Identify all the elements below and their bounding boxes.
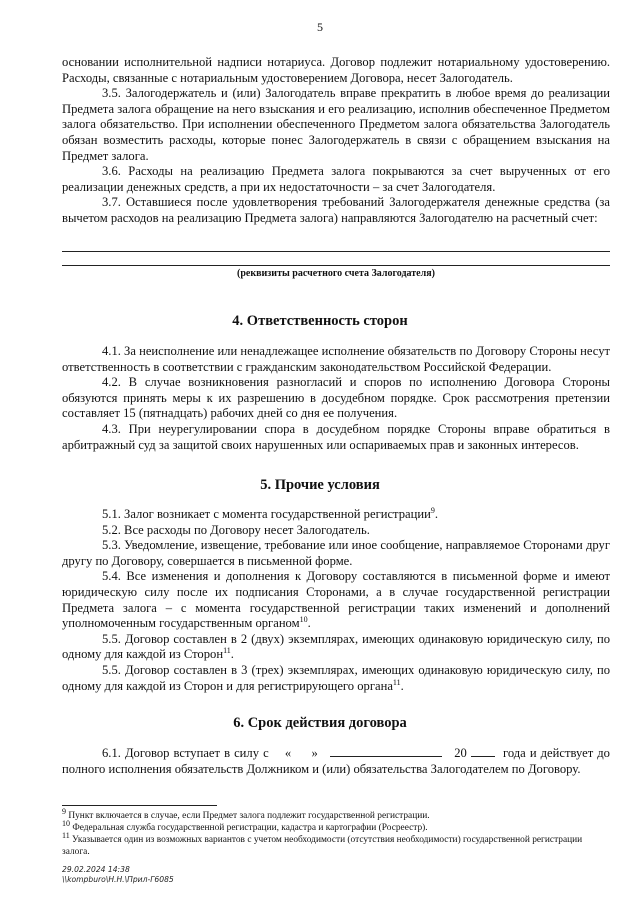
paragraph-5-5-variant-b: 5.5. Договор составлен в 3 (трех) экземплярах, имеющих одинаковую юридическую силу, по одному для каждой из Сторон и для регистрирующего органа$^{11}$. xyxy=(62,662,610,693)
print-stamp xyxy=(62,865,174,885)
section6-title: 6. Срок действия договора xyxy=(233,715,407,731)
footnote-ref-11a: 11 xyxy=(223,646,231,656)
footnote-10: $^{10}$ Федеральная служба государственной регистрации, кадастра и картографии (Росреестр). xyxy=(62,818,428,833)
section3-continuation xyxy=(62,55,610,227)
month-blank[interactable] xyxy=(330,746,442,757)
footnotes xyxy=(62,806,610,858)
paragraph-3-7: 3.7. Оставшиеся после удовлетворения требований Залогодержателя денежные средства (за вычетом расходов на реализацию Предмета залога) направляются Залогодателю на расчетный счет: xyxy=(62,195,610,225)
paragraph-5-5-variant-a: 5.5. Договор составлен в 2 (двух) экземплярах, имеющих одинаковую юридическую силу, по одному для каждой из Сторон$^{11}$. xyxy=(62,631,610,662)
year-blank[interactable] xyxy=(471,746,495,757)
print-timestamp: 29.02.2024 14:38 xyxy=(62,865,130,874)
footnote-ref-11b: 11 xyxy=(392,677,401,687)
paragraph-4-2: 4.2. В случае возникновения разногласий и споров по исполнению Договора Стороны обязуются принять меры к их разрешению в досудебном порядке. Срок рассмотрения претензии составляет 15 (пятнадцать) рабочих дней со дня ее получения. xyxy=(62,375,610,421)
paragraph-5-3: 5.3. Уведомление, извещение, требование или иное сообщение, направляемое Сторонами друг другу по Договору, совершается в письменной форме. xyxy=(62,538,610,568)
section5-title: 5. Прочие условия xyxy=(260,477,380,493)
section4-body xyxy=(62,344,610,453)
footnote-separator xyxy=(62,805,217,806)
paragraph-4-3: 4.3. При неурегулировании спора в досудебном порядке Стороны вправе обратиться в арбитражный суд за защитой своих нарушенных или оспариваемых прав и законных интересов. xyxy=(62,421,610,452)
file-path: \\kompburo\Н.Н.\Прил-Г6085 xyxy=(62,875,174,884)
footnote-9: $^9$ Пункт включается в случае, если Предмет залога подлежит государственной регистрации. xyxy=(62,806,430,821)
section4-title: 4. Ответственность сторон xyxy=(232,313,408,329)
account-line-1 xyxy=(62,251,610,252)
paragraph-3-5: 3.5. Залогодержатель и (или) Залогодатель вправе прекратить в любое время до реализации Предмета залога обращение на него взыскания и его реализацию, исполнив обеспеченное Предметом залога обязательство. При исполнении обеспеченного Предметом залога обязательства Залогодатель обязан возместить расходы, которые понес Залогодержатель в связи с обращением взыскания на Предмет залога. xyxy=(62,86,610,163)
paragraph-5-2: 5.2. Все расходы по Договору несет Залогодатель. xyxy=(102,522,370,537)
paragraph-4-1: 4.1. За неисполнение или ненадлежащее исполнение обязательств по Договору Стороны несут ответственность в соответствии с гражданским законодательством Российской Федерации. xyxy=(62,344,611,374)
section5-body xyxy=(62,507,610,694)
account-line-2 xyxy=(62,265,610,266)
paragraph-5-4: 5.4. Все изменения и дополнения к Договору составляются в письменной форме и имеют юридическую силу после их подписания Сторонами, а в случае государственной регистрации Предмета залога – с момента государственной регистрации таких изменений и дополнений уполномоченным государственным органом$^{10}$. xyxy=(62,569,610,631)
paragraph-6-1: 6.1. Договор вступает в силу с « » 20 года и действует до полного исполнения обязательств Должником и (или) обязательства Залогодателем по Договору. xyxy=(62,746,610,776)
footnote-11: $^{11}$ Указывается один из возможных вариантов с учетом необходимости (отсутствия необходимости) государственной регистрации залога. xyxy=(62,830,583,857)
paragraph-5-1: 5.1. Залог возникает с момента государственной регистрации$^9$. xyxy=(102,505,438,521)
account-caption: (реквизиты расчетного счета Залогодателя) xyxy=(237,268,435,279)
section6-body xyxy=(62,746,610,777)
page-number: 5 xyxy=(317,20,323,34)
paragraph-3-4-end: основании исполнительной надписи нотариуса. Договор подлежит нотариальному удостоверению. Расходы, связанные с нотариальным удостоверением Договора, несет Залогодатель. xyxy=(62,55,610,85)
footnote-ref-9: 9 xyxy=(430,505,435,515)
paragraph-3-6: 3.6. Расходы на реализацию Предмета залога покрываются за счет вырученных от его реализации денежных средств, а при их недостаточности – за счет Залогодателя. xyxy=(62,164,610,194)
footnote-ref-10: 10 xyxy=(299,614,308,624)
